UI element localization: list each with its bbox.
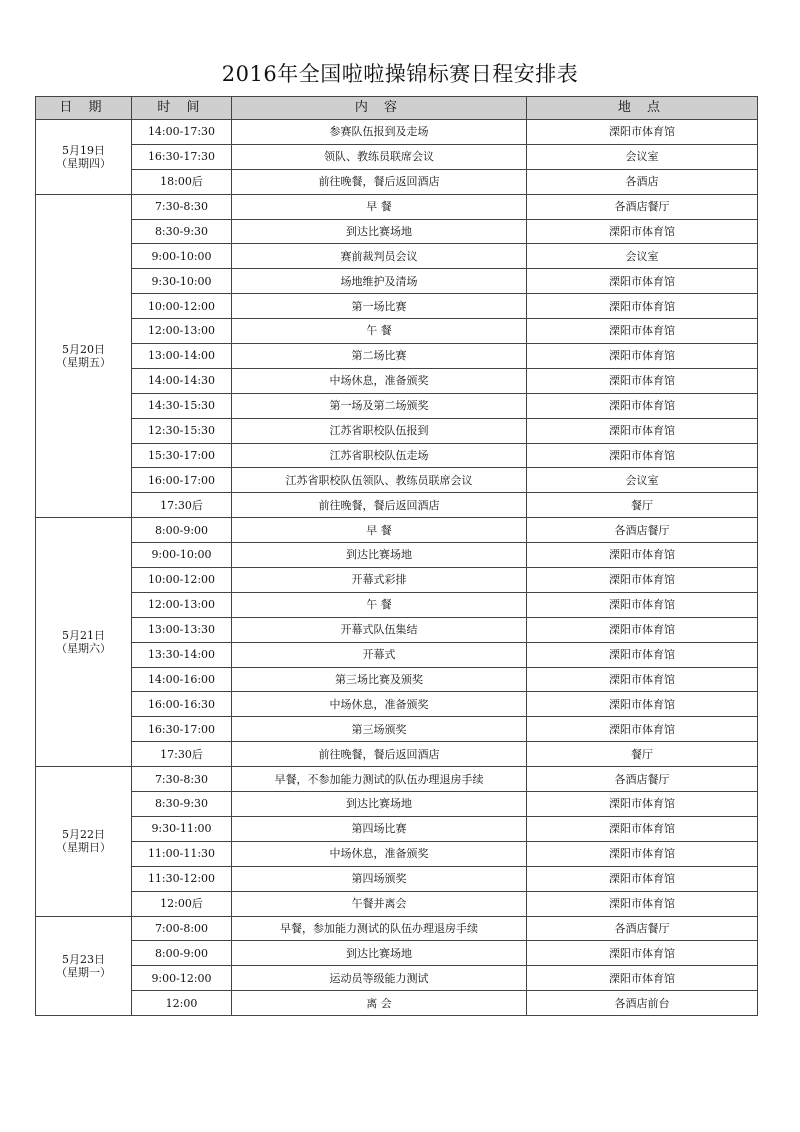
time-cell: 10:00-12:00: [132, 568, 232, 593]
time-cell: 18:00后: [132, 169, 232, 194]
time-cell: 16:00-16:30: [132, 692, 232, 717]
table-row: [36, 592, 758, 617]
time-cell: 7:30-8:30: [132, 767, 232, 792]
content-cell: 前往晚餐，餐后返回酒店: [232, 493, 527, 518]
time-cell: 13:30-14:00: [132, 642, 232, 667]
table-row: [36, 568, 758, 593]
time-cell: 11:30-12:00: [132, 866, 232, 891]
table-row: [36, 144, 758, 169]
content-cell: 第四场颁奖: [232, 866, 527, 891]
table-row: [36, 717, 758, 742]
table-row: [36, 816, 758, 841]
place-cell: 溧阳市体育馆: [527, 543, 758, 568]
date-label: 5月22日: [62, 828, 105, 842]
place-cell: 溧阳市体育馆: [527, 418, 758, 443]
schedule-body: [36, 120, 758, 1016]
time-cell: 9:00-10:00: [132, 244, 232, 269]
place-cell: 溧阳市体育馆: [527, 792, 758, 817]
table-row: [36, 443, 758, 468]
table-row: [36, 792, 758, 817]
time-cell: 9:00-10:00: [132, 543, 232, 568]
place-cell: 溧阳市体育馆: [527, 617, 758, 642]
table-row: [36, 368, 758, 393]
place-cell: 溧阳市体育馆: [527, 443, 758, 468]
table-row: [36, 244, 758, 269]
content-cell: 中场休息，准备颁奖: [232, 368, 527, 393]
time-cell: 13:00-13:30: [132, 617, 232, 642]
content-cell: 午餐并离会: [232, 891, 527, 916]
table-row: [36, 294, 758, 319]
weekday-label: （星期一）: [56, 965, 111, 979]
time-cell: 8:00-9:00: [132, 941, 232, 966]
table-row: [36, 891, 758, 916]
place-cell: 溧阳市体育馆: [527, 294, 758, 319]
content-cell: 第三场比赛及颁奖: [232, 667, 527, 692]
time-cell: 12:00-13:00: [132, 592, 232, 617]
table-row: [36, 841, 758, 866]
place-cell: 溧阳市体育馆: [527, 667, 758, 692]
time-cell: 9:30-10:00: [132, 269, 232, 294]
date-label: 5月21日: [62, 629, 105, 643]
content-cell: 到达比赛场地: [232, 941, 527, 966]
content-cell: 开幕式彩排: [232, 568, 527, 593]
table-row: [36, 344, 758, 369]
time-cell: 8:30-9:30: [132, 219, 232, 244]
content-cell: 江苏省职校队伍走场: [232, 443, 527, 468]
date-cell: [36, 120, 132, 195]
place-cell: 溧阳市体育馆: [527, 642, 758, 667]
table-row: [36, 518, 758, 543]
date-label: 5月20日: [62, 342, 105, 356]
content-cell: 早 餐: [232, 194, 527, 219]
place-cell: 会议室: [527, 468, 758, 493]
place-cell: 各酒店: [527, 169, 758, 194]
content-cell: 赛前裁判员会议: [232, 244, 527, 269]
content-cell: 江苏省职校队伍报到: [232, 418, 527, 443]
content-cell: 场地维护及清场: [232, 269, 527, 294]
time-cell: 16:30-17:00: [132, 717, 232, 742]
content-cell: 到达比赛场地: [232, 792, 527, 817]
content-cell: 开幕式: [232, 642, 527, 667]
table-row: [36, 692, 758, 717]
place-cell: 溧阳市体育馆: [527, 568, 758, 593]
time-cell: 12:00: [132, 991, 232, 1016]
content-cell: 前往晚餐，餐后返回酒店: [232, 169, 527, 194]
header-content: 内 容: [232, 97, 527, 120]
table-row: [36, 468, 758, 493]
place-cell: 会议室: [527, 144, 758, 169]
table-header-row: [36, 97, 758, 120]
content-cell: 到达比赛场地: [232, 219, 527, 244]
time-cell: 8:00-9:00: [132, 518, 232, 543]
table-row: [36, 642, 758, 667]
place-cell: 各酒店前台: [527, 991, 758, 1016]
time-cell: 8:30-9:30: [132, 792, 232, 817]
content-cell: 午 餐: [232, 592, 527, 617]
time-cell: 12:30-15:30: [132, 418, 232, 443]
place-cell: 溧阳市体育馆: [527, 966, 758, 991]
header-time: 时 间: [132, 97, 232, 120]
place-cell: 溧阳市体育馆: [527, 393, 758, 418]
table-row: [36, 916, 758, 941]
table-row: [36, 493, 758, 518]
content-cell: 早 餐: [232, 518, 527, 543]
place-cell: 各酒店餐厅: [527, 916, 758, 941]
content-cell: 前往晚餐，餐后返回酒店: [232, 742, 527, 767]
time-cell: 11:00-11:30: [132, 841, 232, 866]
content-cell: 午 餐: [232, 319, 527, 344]
content-cell: 第二场比赛: [232, 344, 527, 369]
time-cell: 16:00-17:00: [132, 468, 232, 493]
place-cell: 溧阳市体育馆: [527, 891, 758, 916]
place-cell: 溧阳市体育馆: [527, 368, 758, 393]
schedule-table: [35, 96, 758, 1016]
page-title: 2016年全国啦啦操锦标赛日程安排表: [221, 62, 579, 86]
time-cell: 14:00-16:00: [132, 667, 232, 692]
place-cell: 各酒店餐厅: [527, 767, 758, 792]
header-place: 地 点: [527, 97, 758, 120]
time-cell: 14:00-17:30: [132, 120, 232, 145]
date-cell: [36, 194, 132, 518]
content-cell: 中场休息，准备颁奖: [232, 841, 527, 866]
content-cell: 第一场及第二场颁奖: [232, 393, 527, 418]
date-label: 5月23日: [62, 952, 105, 966]
place-cell: 溧阳市体育馆: [527, 692, 758, 717]
weekday-label: （星期日）: [56, 841, 111, 855]
content-cell: 江苏省职校队伍领队、教练员联席会议: [232, 468, 527, 493]
time-cell: 13:00-14:00: [132, 344, 232, 369]
place-cell: 各酒店餐厅: [527, 194, 758, 219]
weekday-label: （星期四）: [56, 156, 111, 170]
table-row: [36, 120, 758, 145]
time-cell: 14:30-15:30: [132, 393, 232, 418]
place-cell: 溧阳市体育馆: [527, 717, 758, 742]
time-cell: 14:00-14:30: [132, 368, 232, 393]
table-row: [36, 269, 758, 294]
place-cell: 溧阳市体育馆: [527, 592, 758, 617]
table-row: [36, 319, 758, 344]
content-cell: 早餐，不参加能力测试的队伍办理退房手续: [232, 767, 527, 792]
time-cell: 10:00-12:00: [132, 294, 232, 319]
content-cell: 运动员等级能力测试: [232, 966, 527, 991]
weekday-label: （星期六）: [56, 642, 111, 656]
time-cell: 9:00-12:00: [132, 966, 232, 991]
place-cell: 会议室: [527, 244, 758, 269]
table-row: [36, 194, 758, 219]
content-cell: 中场休息，准备颁奖: [232, 692, 527, 717]
content-cell: 参赛队伍报到及走场: [232, 120, 527, 145]
table-row: [36, 991, 758, 1016]
table-row: [36, 667, 758, 692]
content-cell: 离 会: [232, 991, 527, 1016]
place-cell: 餐厅: [527, 493, 758, 518]
time-cell: 7:00-8:00: [132, 916, 232, 941]
table-row: [36, 941, 758, 966]
date-label: 5月19日: [62, 143, 105, 157]
table-row: [36, 393, 758, 418]
time-cell: 12:00-13:00: [132, 319, 232, 344]
time-cell: 12:00后: [132, 891, 232, 916]
time-cell: 15:30-17:00: [132, 443, 232, 468]
table-row: [36, 617, 758, 642]
place-cell: 溧阳市体育馆: [527, 120, 758, 145]
content-cell: 第三场颁奖: [232, 717, 527, 742]
time-cell: 7:30-8:30: [132, 194, 232, 219]
place-cell: 溧阳市体育馆: [527, 344, 758, 369]
place-cell: 溧阳市体育馆: [527, 841, 758, 866]
table-row: [36, 219, 758, 244]
header-date: 日 期: [36, 97, 132, 120]
table-row: [36, 418, 758, 443]
weekday-label: （星期五）: [56, 355, 111, 369]
date-cell: [36, 518, 132, 767]
place-cell: 溧阳市体育馆: [527, 269, 758, 294]
place-cell: 溧阳市体育馆: [527, 816, 758, 841]
place-cell: 溧阳市体育馆: [527, 219, 758, 244]
table-row: [36, 767, 758, 792]
date-cell: [36, 916, 132, 1016]
table-row: [36, 169, 758, 194]
content-cell: 领队、教练员联席会议: [232, 144, 527, 169]
content-cell: 开幕式队伍集结: [232, 617, 527, 642]
place-cell: 溧阳市体育馆: [527, 866, 758, 891]
table-row: [36, 966, 758, 991]
place-cell: 各酒店餐厅: [527, 518, 758, 543]
place-cell: 溧阳市体育馆: [527, 941, 758, 966]
table-row: [36, 866, 758, 891]
time-cell: 17:30后: [132, 493, 232, 518]
table-row: [36, 543, 758, 568]
place-cell: 溧阳市体育馆: [527, 319, 758, 344]
place-cell: 餐厅: [527, 742, 758, 767]
time-cell: 9:30-11:00: [132, 816, 232, 841]
content-cell: 到达比赛场地: [232, 543, 527, 568]
content-cell: 第一场比赛: [232, 294, 527, 319]
time-cell: 17:30后: [132, 742, 232, 767]
time-cell: 16:30-17:30: [132, 144, 232, 169]
content-cell: 早餐，参加能力测试的队伍办理退房手续: [232, 916, 527, 941]
content-cell: 第四场比赛: [232, 816, 527, 841]
table-row: [36, 742, 758, 767]
date-cell: [36, 767, 132, 916]
